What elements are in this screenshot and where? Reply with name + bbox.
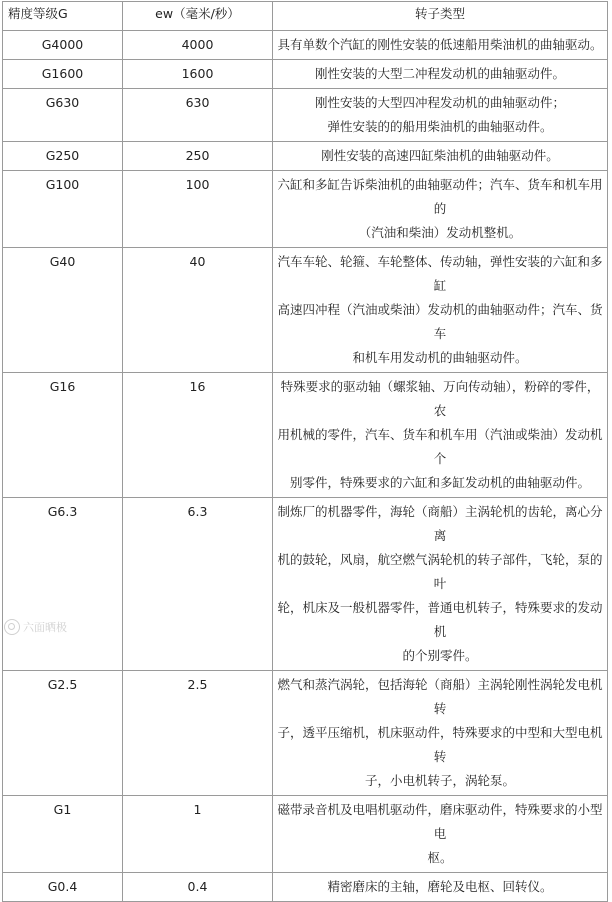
rotor-type-line: 汽车车轮、轮箍、车轮整体、传动轴，弹性安装的六缸和多缸 bbox=[277, 254, 603, 293]
table-row bbox=[3, 89, 608, 142]
rotor-type-line: 刚性安装的高速四缸柴油机的曲轴驱动件。 bbox=[321, 148, 559, 163]
ew-cell: 1600 bbox=[123, 60, 273, 89]
rotor-type-line: 弹性安装的的船用柴油机的曲轴驱动件。 bbox=[327, 119, 553, 134]
header-ew: ew（毫米/秒） bbox=[123, 2, 273, 31]
grade-cell: G2.5 bbox=[3, 671, 123, 796]
rotor-type-line: 六缸和多缸告诉柴油机的曲轴驱动件；汽车、货车和机车用的 bbox=[277, 177, 603, 216]
rotor-type-line: 枢。 bbox=[427, 850, 453, 865]
rotor-type-line: 机的鼓轮，风扇，航空燃气涡轮机的转子部件，飞轮，泵的叶 bbox=[277, 552, 603, 591]
table-row bbox=[3, 60, 608, 89]
table-row bbox=[3, 498, 608, 671]
rotor-type-line: 具有单数个汽缸的刚性安装的低速船用柴油机的曲轴驱动。 bbox=[277, 37, 603, 52]
rotor-type-cell bbox=[273, 873, 608, 902]
ew-cell: 4000 bbox=[123, 31, 273, 60]
rotor-type-cell bbox=[273, 498, 608, 671]
rotor-type-line: 用机械的零件，汽车、货车和机车用（汽油或柴油）发动机个 bbox=[277, 427, 603, 466]
rotor-type-line: 精密磨床的主轴，磨轮及电枢、回转仪。 bbox=[327, 879, 553, 894]
ew-cell: 0.4 bbox=[123, 873, 273, 902]
table-row bbox=[3, 171, 608, 248]
rotor-type-cell bbox=[273, 89, 608, 142]
watermark bbox=[4, 619, 67, 635]
header-rotor-type: 转子类型 bbox=[273, 2, 608, 31]
header-grade: 精度等级G bbox=[3, 2, 123, 31]
table-row bbox=[3, 671, 608, 796]
grade-cell: G16 bbox=[3, 373, 123, 498]
table-header-row bbox=[3, 2, 608, 31]
grade-cell: G0.4 bbox=[3, 873, 123, 902]
table-row bbox=[3, 31, 608, 60]
ew-cell: 250 bbox=[123, 142, 273, 171]
rotor-type-cell bbox=[273, 31, 608, 60]
ew-cell: 16 bbox=[123, 373, 273, 498]
grade-cell: G4000 bbox=[3, 31, 123, 60]
grade-cell: G630 bbox=[3, 89, 123, 142]
balance-grade-table bbox=[2, 1, 608, 902]
rotor-type-line: 的个别零件。 bbox=[402, 648, 478, 663]
watermark-text: 六面晒极 bbox=[23, 621, 67, 634]
ew-cell: 2.5 bbox=[123, 671, 273, 796]
rotor-type-cell bbox=[273, 142, 608, 171]
rotor-type-line: 轮，机床及一般机器零件，普通电机转子，特殊要求的发动机 bbox=[277, 600, 603, 639]
rotor-type-cell bbox=[273, 248, 608, 373]
table-row bbox=[3, 873, 608, 902]
rotor-type-line: 制炼厂的机器零件，海轮（商船）主涡轮机的齿轮，离心分离 bbox=[277, 504, 603, 543]
rotor-type-line: 燃气和蒸汽涡轮，包括海轮（商船）主涡轮刚性涡轮发电机转 bbox=[277, 677, 603, 716]
grade-cell: G40 bbox=[3, 248, 123, 373]
ew-cell: 100 bbox=[123, 171, 273, 248]
rotor-type-line: 别零件，特殊要求的六缸和多缸发动机的曲轴驱动件。 bbox=[289, 475, 590, 490]
grade-cell: G100 bbox=[3, 171, 123, 248]
rotor-type-cell bbox=[273, 796, 608, 873]
rotor-type-line: 子，小电机转子，涡轮泵。 bbox=[364, 773, 515, 788]
weibo-camera-icon bbox=[4, 619, 20, 635]
rotor-type-cell bbox=[273, 60, 608, 89]
grade-cell: G6.3 bbox=[3, 498, 123, 671]
ew-cell: 630 bbox=[123, 89, 273, 142]
rotor-type-cell bbox=[273, 171, 608, 248]
table-row bbox=[3, 142, 608, 171]
grade-cell: G1600 bbox=[3, 60, 123, 89]
table-row bbox=[3, 373, 608, 498]
grade-cell: G1 bbox=[3, 796, 123, 873]
rotor-type-line: 特殊要求的驱动轴（螺浆轴、万向传动轴），粉碎的零件，农 bbox=[280, 379, 600, 418]
ew-cell: 40 bbox=[123, 248, 273, 373]
grade-cell: G250 bbox=[3, 142, 123, 171]
table-row bbox=[3, 796, 608, 873]
rotor-type-cell bbox=[273, 373, 608, 498]
table-row bbox=[3, 248, 608, 373]
ew-cell: 1 bbox=[123, 796, 273, 873]
table-body bbox=[3, 31, 608, 902]
ew-cell: 6.3 bbox=[123, 498, 273, 671]
rotor-type-line: 磁带录音机及电唱机驱动件，磨床驱动件，特殊要求的小型电 bbox=[277, 802, 603, 841]
rotor-type-line: 刚性安装的大型四冲程发动机的曲轴驱动件； bbox=[314, 95, 565, 110]
rotor-type-line: （汽油和柴油）发动机整机。 bbox=[358, 225, 522, 240]
rotor-type-line: 子，透平压缩机，机床驱动件，特殊要求的中型和大型电机转 bbox=[277, 725, 603, 764]
rotor-type-line: 和机车用发动机的曲轴驱动件。 bbox=[352, 350, 528, 365]
rotor-type-line: 刚性安装的大型二冲程发动机的曲轴驱动件。 bbox=[314, 66, 565, 81]
rotor-type-cell bbox=[273, 671, 608, 796]
rotor-type-line: 高速四冲程（汽油或柴油）发动机的曲轴驱动件；汽车、货车 bbox=[277, 302, 603, 341]
